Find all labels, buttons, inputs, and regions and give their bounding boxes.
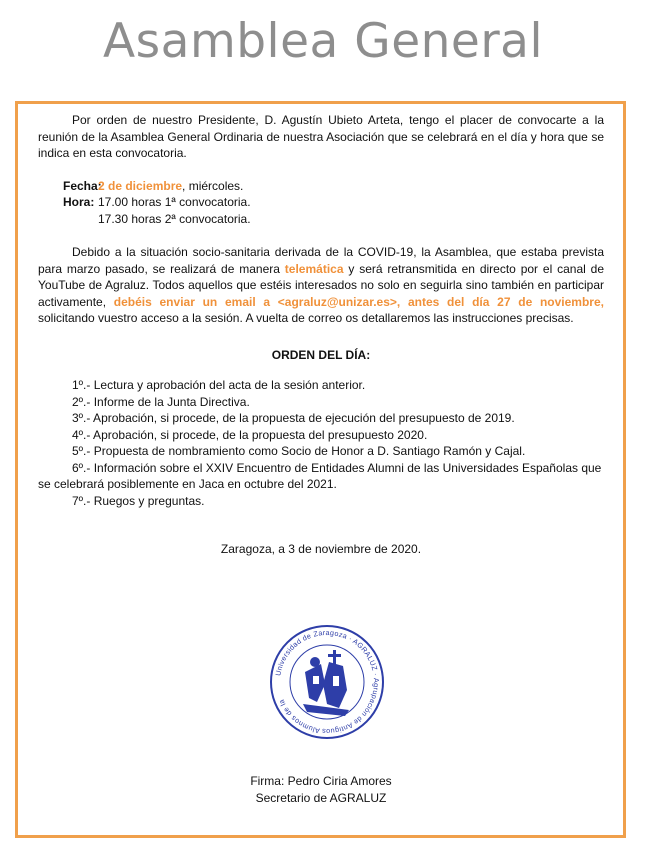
covid-text-1: Debido a la situación socio-sanitaria derivada de la COVID-19, la Asamblea, que estaba prevista para marzo pasado, se realizará de manera (38, 245, 604, 276)
signature-name: Firma: Pedro Ciria Amores (250, 774, 392, 788)
hora-second: 17.30 horas 2ª convocatoria. (98, 211, 251, 226)
agenda-item: 3º.- Aprobación, si procede, de la propuesta de ejecución del presupuesto de 2019. (72, 411, 515, 425)
fecha-row (38, 178, 604, 195)
agenda-list (38, 377, 604, 509)
hora-label: Hora: (63, 195, 95, 209)
document-frame (15, 101, 626, 838)
svg-text:Universidad de Zaragoza · AGRA: Universidad de Zaragoza · AGRALUZ · Agrupación de Antiguos Alumnos de la (273, 627, 382, 737)
fecha-weekday: , miércoles. (182, 178, 244, 193)
agenda-item: 6º.- Información sobre el XXIV Encuentro de Entidades Alumni de las Universidades Españolas que se celebrará posiblemente en Jaca en octubre del 2021. (38, 460, 602, 491)
email-deadline-highlight: debéis enviar un email a <agraluz@unizar.es>, antes del día 27 de noviembre, (113, 294, 604, 309)
hora-row-2 (38, 211, 604, 228)
covid-text-3: solicitando vuestro acceso a la sesión. A vuelta de correo os detallaremos las instrucciones precisas. (38, 311, 574, 325)
page-title: Asamblea General (103, 14, 543, 69)
agenda-title: ORDEN DEL DÍA: (271, 347, 371, 362)
telematica-highlight: telemática (284, 261, 344, 276)
signature-block (38, 773, 604, 806)
agenda-item: 5º.- Propuesta de nombramiento como Socio de Honor a D. Santiago Ramón y Cajal. (72, 444, 526, 458)
fecha-value: 2 de diciembre (98, 178, 183, 193)
agenda-item: 2º.- Informe de la Junta Directiva. (72, 394, 250, 409)
agenda-item: 1º.- Lectura y aprobación del acta de la sesión anterior. (72, 378, 366, 392)
fecha-text (98, 178, 243, 195)
agraluz-logo (269, 624, 385, 740)
agenda-item: 4º.- Aprobación, si procede, de la propuesta del presupuesto 2020. (72, 427, 428, 442)
signature-role: Secretario de AGRALUZ (255, 790, 387, 805)
agenda-item: 7º.- Ruegos y preguntas. (72, 493, 205, 508)
covid-paragraph (38, 244, 604, 327)
covid-text-2: y será retransmitida en directo por el canal de YouTube de Agraluz. Todos aquellos que estéis interesados no solo en seguirla sino también en participar activamente, (38, 261, 604, 309)
date-time-block (38, 178, 604, 228)
hora-row (38, 194, 604, 211)
fecha-label: Fecha: (63, 178, 102, 193)
hora-first: 17.00 horas 1ª convocatoria. (98, 195, 251, 209)
place-date: Zaragoza, a 3 de noviembre de 2020. (220, 542, 422, 556)
intro-paragraph: Por orden de nuestro Presidente, D. Agustín Ubieto Arteta, tengo el placer de convocarte a la reunión de la Asamblea General Ordinaria de nuestra Asociación que se celebrará en el día y hora que se indica en esta convocatoria. (38, 113, 604, 160)
